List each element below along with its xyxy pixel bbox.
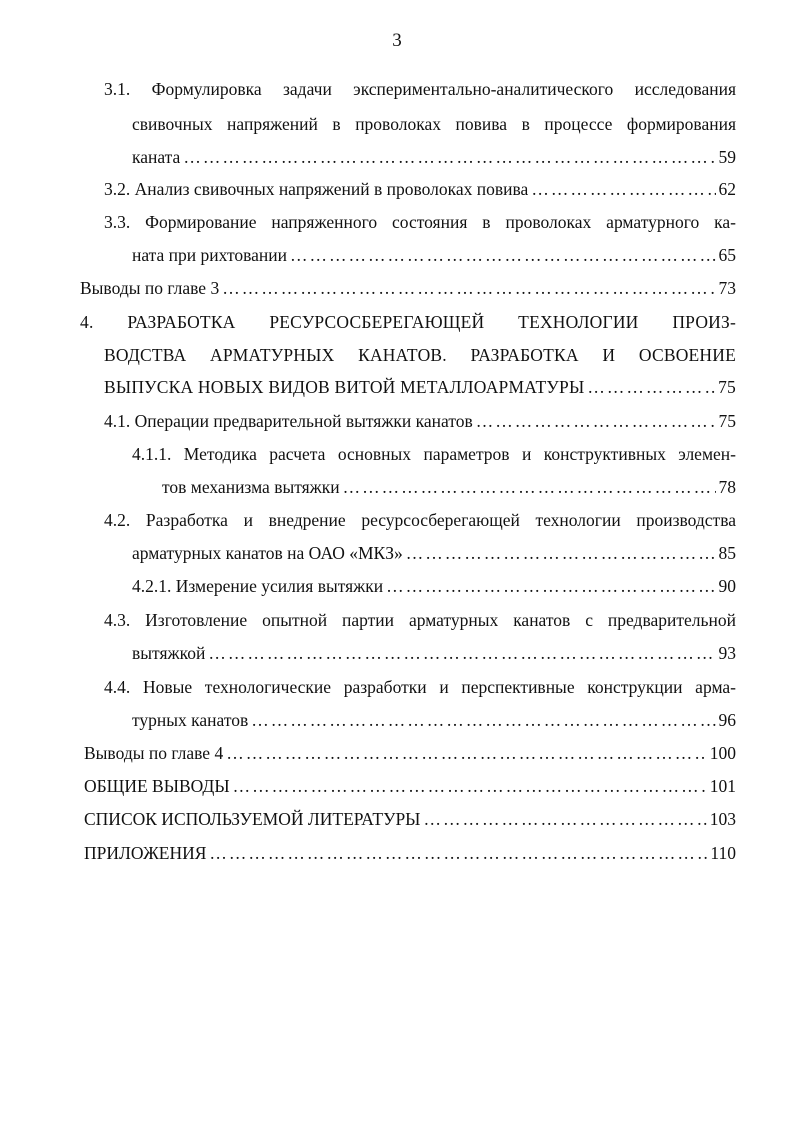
toc-page-number: 78 (718, 477, 736, 497)
toc-entry-text: Выводы по главе 4 (84, 743, 224, 763)
toc-entry-4-2-last[interactable] (0, 542, 794, 564)
toc-entry-text: ПРИЛОЖЕНИЯ (84, 843, 207, 863)
dot-leader (406, 542, 716, 564)
toc-page-number: 73 (718, 278, 736, 298)
toc-entry-conclusions-3[interactable] (0, 277, 794, 299)
toc-entry-text: ВЫПУСКА НОВЫХ ВИДОВ ВИТОЙ МЕТАЛЛОАРМАТУРЫ (104, 377, 585, 397)
toc-entry-3-3-last[interactable] (0, 244, 794, 266)
toc-entry-4-4[interactable] (0, 676, 794, 698)
dot-leader (587, 376, 715, 398)
toc-entry-3-1-cont[interactable] (0, 113, 794, 135)
dot-leader (386, 575, 715, 597)
toc-entry-text: 3.3. Формирование напряженного состояния в проволоках арматурного ка- (104, 212, 736, 232)
toc-entry-appendix[interactable] (0, 842, 794, 864)
toc-entry-text: 4.3. Изготовление опытной партии арматурных канатов с предварительной (104, 610, 736, 630)
toc-entry-3-1-last[interactable] (0, 146, 794, 168)
dot-leader (251, 709, 715, 731)
toc-entry-3-1[interactable] (0, 78, 794, 100)
toc-page-number: 85 (718, 543, 736, 563)
page-number: 3 (392, 30, 402, 51)
toc-entry-4-3-last[interactable] (0, 642, 794, 664)
toc-entry-text: каната (132, 147, 181, 167)
toc-chapter-4-cont[interactable] (0, 344, 794, 366)
toc-page-number: 62 (718, 179, 736, 199)
toc-chapter-4[interactable] (0, 311, 794, 333)
dot-leader (183, 146, 715, 168)
toc-entry-conclusions-4[interactable] (0, 742, 794, 764)
toc-entry-text: арматурных канатов на ОАО «МКЗ» (132, 543, 403, 563)
dot-leader (208, 642, 715, 664)
toc-entry-4-2-1[interactable] (0, 575, 794, 597)
toc-entry-text: Выводы по главе 3 (80, 278, 220, 298)
toc-entry-text: 3.2. Анализ свивочных напряжений в проволоках повива (104, 179, 529, 199)
toc-page-number: 75 (718, 411, 736, 431)
toc-entry-4-4-last[interactable] (0, 709, 794, 731)
toc-page-number: 96 (718, 710, 736, 730)
toc-entry-4-2[interactable] (0, 509, 794, 531)
toc-entry-text: ОБЩИЕ ВЫВОДЫ (84, 776, 230, 796)
toc-entry-text: свивочных напряжений в проволоках повива в процессе формирования (132, 114, 736, 134)
dot-leader (226, 742, 707, 764)
toc-entry-3-2[interactable] (0, 178, 794, 200)
dot-leader (476, 410, 716, 432)
toc-entry-text: турных канатов (132, 710, 249, 730)
toc-entry-4-3[interactable] (0, 609, 794, 631)
toc-entry-text: 3.1. Формулировка задачи экспериментально-аналитического исследования (104, 79, 736, 99)
toc-entry-text: тов механизма вытяжки (162, 477, 340, 497)
toc-entry-text: 4.2.1. Измерение усилия вытяжки (132, 576, 384, 596)
toc-entry-4-1-1[interactable] (0, 443, 794, 465)
toc-page-number: 93 (718, 643, 736, 663)
toc-entry-general-conclusions[interactable] (0, 775, 794, 797)
toc-page-number: 103 (709, 809, 736, 829)
toc-entry-text: ВОДСТВА АРМАТУРНЫХ КАНАТОВ. РАЗРАБОТКА И ОСВОЕНИЕ (104, 345, 736, 365)
toc-entry-text: ната при рихтовании (132, 245, 288, 265)
toc-page-number: 59 (718, 147, 736, 167)
dot-leader (531, 178, 715, 200)
toc-page-number: 101 (709, 776, 736, 796)
toc-entry-text: СПИСОК ИСПОЛЬЗУЕМОЙ ЛИТЕРАТУРЫ (84, 809, 421, 829)
toc-entry-text: 4.1.1. Методика расчета основных параметров и конструктивных элемен- (132, 444, 736, 464)
toc-entry-text: 4.1. Операции предварительной вытяжки канатов (104, 411, 473, 431)
toc-entry-4-1-1-last[interactable] (0, 476, 794, 498)
toc-entry-references[interactable] (0, 808, 794, 830)
toc-entry-text: 4. РАЗРАБОТКА РЕСУРСОСБЕРЕГАЮЩЕЙ ТЕХНОЛОГИИ ПРОИЗ- (80, 312, 736, 332)
dot-leader (222, 277, 715, 299)
toc-page-number: 100 (709, 743, 736, 763)
toc-page-number: 65 (718, 245, 736, 265)
toc-entry-text: 4.4. Новые технологические разработки и перспективные конструкции арма- (104, 677, 736, 697)
toc-page-number: 75 (718, 377, 736, 397)
toc-entry-3-3[interactable] (0, 211, 794, 233)
dot-leader (290, 244, 715, 266)
dot-leader (209, 842, 707, 864)
toc-page-number: 90 (718, 576, 736, 596)
dot-leader (423, 808, 706, 830)
dot-leader (233, 775, 707, 797)
toc-page-number: 110 (710, 843, 736, 863)
toc-entry-text: вытяжкой (132, 643, 206, 663)
toc-entry-text: 4.2. Разработка и внедрение ресурсосберегающей технологии производства (104, 510, 736, 530)
toc-chapter-4-last[interactable] (0, 376, 794, 398)
toc-entry-4-1[interactable] (0, 410, 794, 432)
dot-leader (343, 476, 716, 498)
